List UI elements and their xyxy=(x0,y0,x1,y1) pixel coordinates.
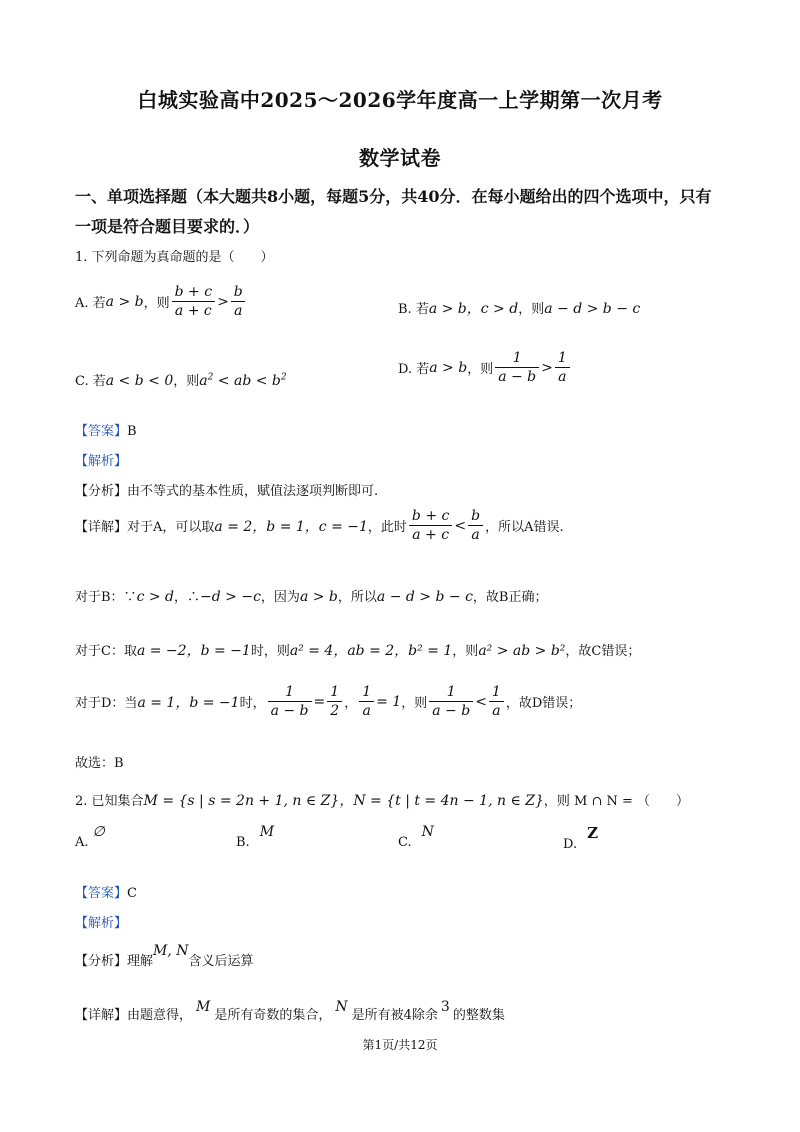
q1-option-b-then: ，则 xyxy=(518,302,545,317)
fraction-denominator: a xyxy=(231,301,245,319)
fraction-denominator: a − b xyxy=(429,701,473,719)
q1-option-a-lhs xyxy=(172,284,215,319)
detail-pre: 由题意得， xyxy=(127,1008,193,1023)
q1-option-d-rel: > xyxy=(541,359,553,376)
detail-b-label: 对于B：∵ xyxy=(75,590,137,605)
q1-option-c xyxy=(75,370,287,389)
detail-b-end: ，故B正确； xyxy=(472,590,548,605)
exponent: 2 xyxy=(280,372,287,383)
detail-a-rel: < xyxy=(454,517,467,534)
detail-b-m2: −d > −c xyxy=(200,589,261,605)
fenxi-pre: 理解 xyxy=(127,954,154,969)
detail-c-m2: ，b = −1 xyxy=(186,643,251,659)
fenxi-tag: 【分析】 xyxy=(75,484,128,499)
fenxi-tag: 【分析】 xyxy=(75,954,128,969)
q2-stem-prefix: 2. 已知集合 xyxy=(75,794,144,809)
q1-option-d-rhs xyxy=(555,350,570,385)
q2-set-n: ，N = {t | t = 4n − 1, n ∈ Z} xyxy=(339,793,544,809)
fraction-denominator: a xyxy=(489,701,503,719)
detail-d-frac2 xyxy=(327,684,342,719)
q1-option-c-then: ，则 xyxy=(173,374,200,389)
q1-option-b-result: a − d > b − c xyxy=(544,301,641,317)
fraction-numerator: 1 xyxy=(446,684,456,700)
q1-option-a-rhs xyxy=(231,284,246,319)
fraction-numerator: b + c xyxy=(174,284,213,300)
exam-subtitle: 数学试卷 xyxy=(359,146,441,170)
q2-stem-suffix: ，则 M ∩ N = （ ） xyxy=(543,794,690,809)
detail-c-then: 时，则 xyxy=(250,644,290,659)
fenxi-post: 含义后运算 xyxy=(188,954,254,969)
q2-stem xyxy=(75,790,689,810)
q1-option-b-prefix: B. 若 xyxy=(398,302,429,317)
option-value: Z xyxy=(587,824,599,842)
detail-a-ci: ，此时 xyxy=(367,520,407,535)
fraction-numerator: 1 xyxy=(362,684,372,700)
fraction-denominator: a − b xyxy=(495,367,539,385)
fraction-denominator: a xyxy=(359,701,373,719)
detail-d-frac1 xyxy=(268,684,312,719)
q1-option-c-cond: a < b < 0 xyxy=(105,373,174,389)
q1-analysis-tag: 【解析】 xyxy=(75,454,128,469)
answer-tag: 【答案】 xyxy=(75,886,128,901)
q2-option-c xyxy=(398,824,434,850)
detail-d-then: 时， xyxy=(239,696,266,711)
answer-value: C xyxy=(127,886,137,901)
q1-choice: 故选：B xyxy=(75,756,124,771)
q1-option-c-res-mid: < ab < b xyxy=(213,373,281,389)
detail-a-frac1 xyxy=(409,508,452,543)
q1-option-b xyxy=(398,298,640,318)
detail-d-end: ，故D错误； xyxy=(505,696,582,711)
exponent: 2 xyxy=(207,372,214,383)
q2-fenxi xyxy=(75,943,254,969)
exam-title: 白城实验高中2025～2026学年度高一上学期第一次月考 xyxy=(137,88,663,112)
detail-d-eq2: = 1 xyxy=(376,693,402,710)
q1-answer xyxy=(75,420,137,439)
q1-option-d-lhs xyxy=(495,350,539,385)
q1-detail-d xyxy=(75,684,581,719)
section-heading-line1: 一、单项选择题（本大题共8小题，每题5分，共40分．在每小题给出的四个选项中，只有 xyxy=(75,187,712,206)
fenxi-math: M, N xyxy=(153,943,189,959)
fraction-denominator: a − b xyxy=(268,701,312,719)
q1-option-d-prefix: D. 若 xyxy=(398,362,430,377)
q1-option-a-then: ，则 xyxy=(143,296,170,311)
fraction-denominator: a xyxy=(468,525,482,543)
fraction-numerator: 1 xyxy=(330,684,340,700)
detail-a-end: ，所以A错误. xyxy=(485,520,564,535)
q2-answer xyxy=(75,882,137,901)
detail-mid2: 是所有被4除余 xyxy=(351,1008,438,1023)
detail-d-label: 对于D：当 xyxy=(75,696,138,711)
empty-set-symbol: ∅ xyxy=(92,824,105,840)
detail-3: 3 xyxy=(440,999,450,1015)
q1-detail-c xyxy=(75,640,640,660)
fenxi-text: 由不等式的基本性质，赋值法逐项判断即可. xyxy=(127,484,379,499)
detail-c-m3: a² = 4，ab = 2，b² = 1 xyxy=(289,643,453,659)
detail-tag: 【详解】 xyxy=(75,520,128,535)
fraction-numerator: 1 xyxy=(285,684,295,700)
answer-tag: 【答案】 xyxy=(75,424,128,439)
fraction-denominator: a + c xyxy=(409,525,452,543)
q1-fenxi xyxy=(75,480,378,499)
detail-c-ze: ，则 xyxy=(452,644,479,659)
option-label: D. xyxy=(563,837,578,852)
detail-d-frac5 xyxy=(489,684,504,719)
q1-option-c-prefix: C. 若 xyxy=(75,374,106,389)
page-number: 第1页/共12页 xyxy=(362,1038,438,1052)
detail-b-m3: a > b xyxy=(299,589,338,605)
option-value: N xyxy=(421,824,434,840)
fraction-denominator: 2 xyxy=(327,701,342,719)
fraction-numerator: 1 xyxy=(557,350,567,366)
detail-d-ze: ，则 xyxy=(401,696,428,711)
detail-a-frac2 xyxy=(468,508,483,543)
option-value: M xyxy=(259,824,275,840)
q1-option-a-cond: a > b xyxy=(105,293,144,310)
detail-end: 的整数集 xyxy=(452,1008,505,1023)
option-label: A. xyxy=(75,835,89,850)
detail-d-lt: < xyxy=(475,693,487,710)
detail-d-m1: a = 1，b = −1 xyxy=(137,694,240,711)
detail-c-m1: a = −2 xyxy=(136,643,187,659)
q2-analysis-tag: 【解析】 xyxy=(75,916,128,931)
q1-option-d-cond: a > b xyxy=(429,359,468,376)
detail-b-because: ，因为 xyxy=(260,590,300,605)
fraction-numerator: b + c xyxy=(411,508,450,524)
detail-c-label: 对于C：取 xyxy=(75,644,137,659)
q1-option-a xyxy=(75,284,248,319)
q1-stem: 1. 下列命题为真命题的是（ ） xyxy=(75,250,274,265)
q2-option-d xyxy=(563,824,599,852)
fraction-denominator: a + c xyxy=(172,301,215,319)
detail-d-eq1: = xyxy=(313,693,326,710)
detail-c-end: ，故C错误； xyxy=(565,644,641,659)
q1-option-d xyxy=(398,350,572,385)
fraction-numerator: b xyxy=(471,508,481,524)
option-label: B. xyxy=(236,835,250,850)
q1-option-c-res-a: a xyxy=(199,373,208,389)
q2-detail xyxy=(75,999,505,1023)
detail-c-m4: a² > ab > b² xyxy=(478,643,566,659)
detail-mid: 是所有奇数的集合， xyxy=(214,1008,332,1023)
q1-option-d-then: ，则 xyxy=(467,362,494,377)
q2-set-m: M = {s | s = 2n + 1, n ∈ Z} xyxy=(143,793,340,809)
detail-m: M xyxy=(196,999,211,1015)
section-heading-line2: 一项是符合题目要求的．） xyxy=(75,217,260,236)
option-label: C. xyxy=(398,835,412,850)
q2-option-b xyxy=(236,824,275,850)
detail-n: N xyxy=(335,999,348,1015)
q1-detail-a xyxy=(75,508,564,543)
q1-detail-b xyxy=(75,586,547,605)
detail-d-sep: ， xyxy=(344,696,358,711)
detail-a-vals: a = 2，b = 1，c = −1 xyxy=(214,518,368,535)
fraction-denominator: a xyxy=(555,367,569,385)
q1-option-a-prefix: A. 若 xyxy=(75,296,106,311)
detail-a-text: 对于A，可以取 xyxy=(127,520,215,535)
detail-d-frac4 xyxy=(429,684,473,719)
q2-option-a xyxy=(75,824,105,850)
fraction-numerator: b xyxy=(233,284,243,300)
detail-tag: 【详解】 xyxy=(75,1008,128,1023)
detail-b-so: ，所以 xyxy=(337,590,377,605)
detail-b-m1: c > d xyxy=(136,589,174,605)
fraction-numerator: 1 xyxy=(491,684,501,700)
q1-option-a-rel: > xyxy=(217,293,229,310)
answer-value: B xyxy=(127,424,137,439)
q1-option-b-cond: a > b，c > d xyxy=(428,301,519,317)
detail-b-s: ，∴ xyxy=(174,590,201,605)
fraction-numerator: 1 xyxy=(512,350,522,366)
detail-d-frac3 xyxy=(359,684,374,719)
detail-b-m4: a − d > b − c xyxy=(376,589,473,605)
